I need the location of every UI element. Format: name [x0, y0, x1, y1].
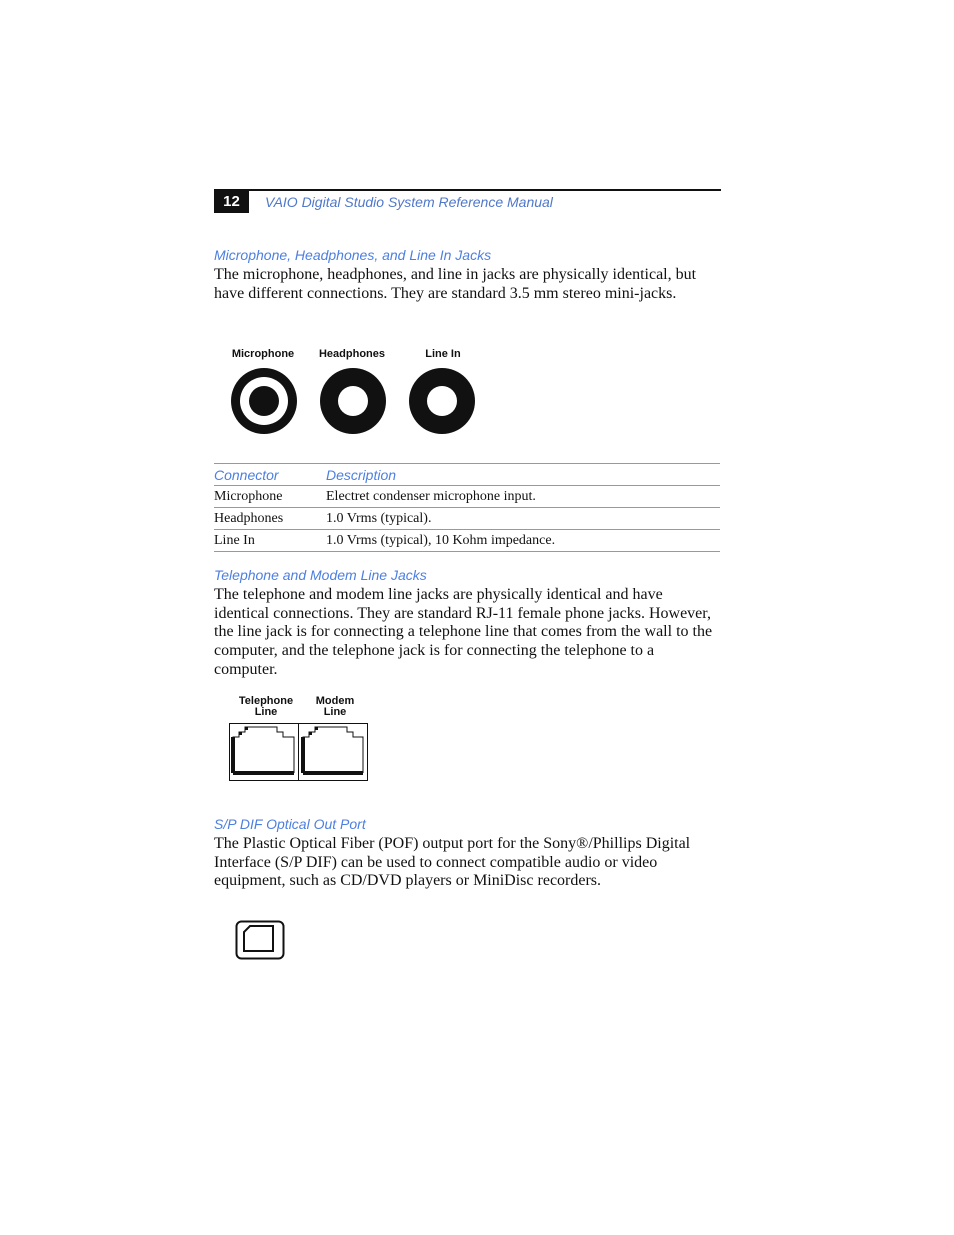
table-cell: 1.0 Vrms (typical).: [326, 508, 720, 530]
section-heading-phone: Telephone and Modem Line Jacks: [214, 567, 427, 583]
label-microphone: Microphone: [231, 348, 295, 360]
column-header-description: Description: [326, 464, 720, 486]
label-modem-line: [304, 696, 366, 718]
label-telephone-line: [230, 696, 302, 718]
page-number: 12: [214, 191, 249, 213]
table-cell: 1.0 Vrms (typical), 10 Kohm impedance.: [326, 530, 720, 552]
line-in-jack-icon: [408, 367, 476, 435]
paragraph-jacks: The microphone, headphones, and line in jacks are physically identical, but have different connections. They are standard 3.5 mm stereo mini-jacks.: [214, 266, 697, 302]
microphone-jack-icon: [230, 367, 298, 435]
rj11-jacks-icon: [229, 723, 368, 781]
table-header-row: [214, 464, 720, 486]
headphones-jack-icon: [319, 367, 387, 435]
table-row: [214, 530, 720, 552]
label-line-1: Modem: [315, 695, 355, 707]
connector-table: [214, 463, 720, 552]
label-line-2: Line: [323, 706, 347, 718]
label-line-in: Line In: [425, 348, 461, 360]
table-row: [214, 508, 720, 530]
running-title: VAIO Digital Studio System Reference Manual: [265, 194, 553, 210]
optical-port-icon: [235, 920, 285, 960]
label-line-1: Telephone: [238, 695, 294, 707]
table-cell: Microphone: [214, 486, 326, 508]
section-heading-spdif: S/P DIF Optical Out Port: [214, 816, 366, 832]
table-row: [214, 486, 720, 508]
column-header-connector: Connector: [214, 464, 326, 486]
paragraph-spdif: The Plastic Optical Fiber (POF) output port for the Sony®/Phillips Digital Interface (S/P DIF) can be used to connect compatible audio or video equipment, such as CD/DVD players or MiniDisc recorders.: [214, 835, 691, 890]
table-cell: Headphones: [214, 508, 326, 530]
table-cell: Electret condenser microphone input.: [326, 486, 720, 508]
header-rule: [214, 189, 721, 191]
label-line-2: Line: [254, 706, 278, 718]
section-heading-jacks: Microphone, Headphones, and Line In Jacks: [214, 247, 492, 263]
table-cell: Line In: [214, 530, 326, 552]
label-headphones: Headphones: [318, 348, 385, 360]
paragraph-phone: The telephone and modem line jacks are physically identical and have identical connections. They are standard RJ-11 female phone jacks. However, the line jack is for connecting a telephone line that comes from the wall to the computer, and the telephone jack is for connecting the telephone to a computer.: [214, 586, 713, 678]
